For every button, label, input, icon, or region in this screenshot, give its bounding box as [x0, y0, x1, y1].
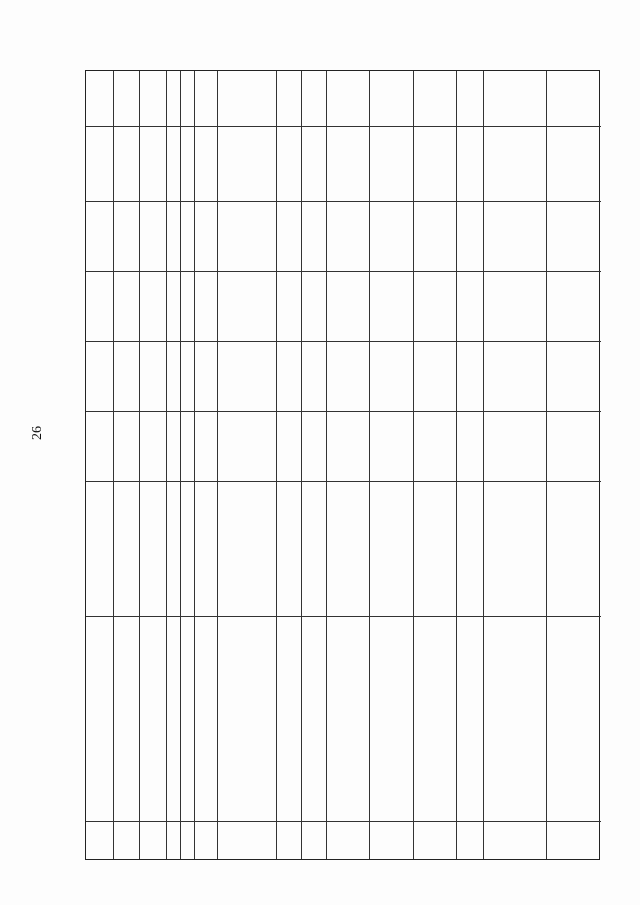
question-cell	[302, 616, 326, 821]
question-cell	[140, 616, 166, 821]
table-row	[413, 71, 456, 859]
answer-cell	[302, 271, 326, 341]
requirement-cell	[484, 481, 546, 616]
answer-cell	[457, 271, 483, 341]
answer-cell	[414, 71, 456, 126]
answer-cell	[195, 411, 218, 481]
answer-cell	[181, 201, 194, 271]
table-row	[483, 71, 546, 859]
requirement-cell	[167, 481, 180, 616]
answer-cell	[195, 71, 218, 126]
question-cell	[114, 616, 140, 821]
answer-cell	[277, 71, 301, 126]
answer-cell	[302, 201, 326, 271]
answer-cell	[195, 126, 218, 201]
row-number-cell	[547, 821, 601, 861]
answer-cell	[370, 71, 412, 126]
answer-cell	[167, 126, 180, 201]
answer-cell	[140, 271, 166, 341]
answer-cell	[484, 126, 546, 201]
row-number-cell	[218, 821, 276, 861]
answer-cell	[181, 341, 194, 411]
question-cell	[370, 616, 412, 821]
answer-cell	[218, 271, 276, 341]
answer-cell	[277, 411, 301, 481]
answer-cell	[457, 341, 483, 411]
table-row	[86, 71, 113, 859]
requirement-cell	[302, 481, 326, 616]
page-number: 26	[30, 426, 45, 440]
answer-cell	[167, 71, 180, 126]
answer-cell	[277, 341, 301, 411]
requirement-cell	[277, 481, 301, 616]
table-row	[194, 71, 218, 859]
table-row	[456, 71, 483, 859]
requirement-cell	[195, 481, 218, 616]
answer-cell	[218, 126, 276, 201]
row-number-cell	[195, 821, 218, 861]
table-row	[180, 71, 194, 859]
row-number-cell	[327, 821, 369, 861]
row-number-cell	[302, 821, 326, 861]
answer-cell	[327, 201, 369, 271]
table-row	[301, 71, 326, 859]
question-cell	[181, 616, 194, 821]
answer-cell	[195, 201, 218, 271]
question-cell	[414, 616, 456, 821]
question-cell	[86, 616, 113, 821]
answer-cell	[414, 126, 456, 201]
requirement-cell	[547, 481, 601, 616]
answer-cell	[414, 271, 456, 341]
answer-cell	[277, 201, 301, 271]
requirement-cell	[457, 481, 483, 616]
answer-cell	[327, 126, 369, 201]
answer-cell	[86, 126, 113, 201]
question-cell	[195, 616, 218, 821]
answer-cell	[140, 201, 166, 271]
row-number-cell	[370, 821, 412, 861]
answer-cell	[167, 341, 180, 411]
answer-cell	[181, 411, 194, 481]
answer-cell	[86, 341, 113, 411]
answer-cell	[302, 341, 326, 411]
answer-cell	[370, 411, 412, 481]
row-number-cell	[167, 821, 180, 861]
answer-cell	[457, 411, 483, 481]
row-number-cell	[277, 821, 301, 861]
answer-cell	[547, 271, 601, 341]
table-row	[113, 71, 140, 859]
answer-cell	[484, 341, 546, 411]
answer-cell	[114, 71, 140, 126]
row-number-cell	[86, 821, 113, 861]
answer-cell	[302, 71, 326, 126]
answer-cell	[167, 411, 180, 481]
answer-cell	[547, 71, 601, 126]
row-number-cell	[484, 821, 546, 861]
question-cell	[457, 616, 483, 821]
answer-cell	[114, 271, 140, 341]
answer-cell	[370, 201, 412, 271]
answer-cell	[457, 126, 483, 201]
row-number-cell	[114, 821, 140, 861]
question-cell	[547, 616, 601, 821]
answer-cell	[457, 201, 483, 271]
question-cell	[327, 616, 369, 821]
answer-cell	[195, 271, 218, 341]
answer-cell	[370, 126, 412, 201]
answer-cell	[218, 411, 276, 481]
answer-cell	[547, 201, 601, 271]
answer-cell	[114, 411, 140, 481]
answer-cell	[140, 126, 166, 201]
answer-cell	[484, 201, 546, 271]
table-row	[326, 71, 369, 859]
answer-cell	[327, 271, 369, 341]
answer-cell	[414, 411, 456, 481]
row-number-cell	[140, 821, 166, 861]
table-row	[546, 71, 601, 859]
answer-cell	[181, 71, 194, 126]
table-row	[166, 71, 180, 859]
answer-cell	[327, 411, 369, 481]
requirement-cell	[114, 481, 140, 616]
row-number-cell	[181, 821, 194, 861]
answer-cell	[414, 341, 456, 411]
checklist-table	[85, 70, 600, 860]
answer-cell	[277, 271, 301, 341]
requirement-cell	[140, 481, 166, 616]
answer-cell	[370, 271, 412, 341]
requirement-cell	[218, 481, 276, 616]
table-row	[217, 71, 276, 859]
table-row	[139, 71, 166, 859]
answer-cell	[457, 71, 483, 126]
answer-cell	[181, 271, 194, 341]
question-cell	[167, 616, 180, 821]
answer-cell	[86, 201, 113, 271]
answer-cell	[167, 201, 180, 271]
requirement-cell	[181, 481, 194, 616]
answer-cell	[114, 126, 140, 201]
question-cell	[218, 616, 276, 821]
answer-cell	[140, 341, 166, 411]
question-cell	[277, 616, 301, 821]
answer-cell	[86, 71, 113, 126]
row-number-cell	[414, 821, 456, 861]
requirement-cell	[327, 481, 369, 616]
answer-cell	[86, 271, 113, 341]
answer-cell	[302, 411, 326, 481]
answer-cell	[327, 71, 369, 126]
answer-cell	[302, 126, 326, 201]
answer-cell	[114, 341, 140, 411]
answer-cell	[218, 201, 276, 271]
requirement-cell	[370, 481, 412, 616]
requirement-cell	[86, 481, 113, 616]
answer-cell	[140, 71, 166, 126]
row-number-cell	[457, 821, 483, 861]
answer-cell	[167, 271, 180, 341]
answer-cell	[195, 341, 218, 411]
answer-cell	[547, 411, 601, 481]
answer-cell	[140, 411, 166, 481]
answer-cell	[484, 411, 546, 481]
answer-cell	[277, 126, 301, 201]
answer-cell	[327, 341, 369, 411]
answer-cell	[547, 341, 601, 411]
answer-cell	[484, 71, 546, 126]
answer-cell	[414, 201, 456, 271]
answer-cell	[218, 71, 276, 126]
answer-cell	[370, 341, 412, 411]
table-row	[276, 71, 301, 859]
answer-cell	[484, 271, 546, 341]
answer-cell	[547, 126, 601, 201]
answer-cell	[86, 411, 113, 481]
answer-cell	[181, 126, 194, 201]
answer-cell	[114, 201, 140, 271]
table-row	[369, 71, 412, 859]
requirement-cell	[414, 481, 456, 616]
answer-cell	[218, 341, 276, 411]
question-cell	[484, 616, 546, 821]
